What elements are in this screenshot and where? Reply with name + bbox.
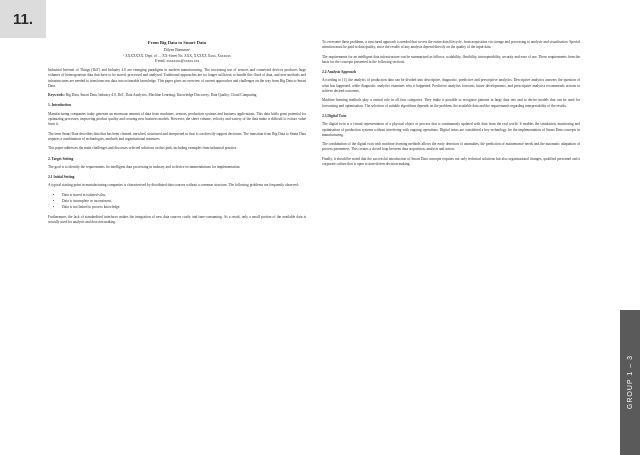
keywords bbox=[48, 93, 306, 98]
section-heading: 2.1 Initial Setting bbox=[48, 175, 75, 180]
list-item: • Data is stored in isolated silos, bbox=[62, 193, 306, 198]
paragraph: The requirements for an intelligent data infrastructure can be summarised as follows: scalability, flexibility, interoperability, security and ease of use. These requirements form the basis for the concepts presented in the following sections. bbox=[322, 54, 580, 64]
left-column bbox=[48, 40, 306, 229]
paragraph: The term Smart Data describes data that has been cleaned, enriched, structured and interpreted so that it can directly support decisions. The transition from Big Data to Smart Data requires a combination of technologies, methods and organisational measures. bbox=[48, 131, 306, 141]
paper-affiliation: ¹ XXXXXXX, Dept. of ..., XX-Street No. XXX, XXXXX Xxxx, Xxxxxxx bbox=[123, 53, 231, 58]
right-column bbox=[322, 40, 580, 171]
paragraph: The combination of the digital twin with machine learning methods allows the early detection of anomalies, the prediction of maintenance needs and the automatic adaptation of process parameters. This creates a closed loop between data acquisition, analysis and action. bbox=[322, 142, 580, 152]
paragraph: Finally, it should be noted that the successful introduction of Smart Data concepts requires not only technical solutions but also organisational changes, qualified personnel and a corporate culture that is open to data-driven decision making. bbox=[322, 156, 580, 167]
paragraph: The digital twin is a virtual representation of a physical object or process that is continuously updated with data from the real world. It enables the simulation, monitoring and optimisation of production systems without interfering with ongoing operations. Digital twins are considered a key technology for the implementation of Smart Data concepts in manufacturing. bbox=[322, 122, 580, 137]
paragraph: This paper addresses the main challenges and discusses selected solutions on this path, including examples from industrial practice. bbox=[48, 146, 238, 151]
paragraph: To overcome these problems, a structured approach is needed that covers the entire data lifecycle, from acquisition via storage and processing to analysis and visualisation. Special attention must be paid to data quality, since the results of any analysis depend directly on the quality of the input data. bbox=[322, 40, 580, 50]
paragraph: Manufacturing companies today generate an enormous amount of data from machines, sensors, production systems and business applications. This data holds great potential for optimizing processes, improving product quality and creating new business models. However, the sheer volume, velocity and variety of the data make it difficult to extract value from it. bbox=[48, 111, 306, 127]
list-item: • Data is not linked to process knowledge. bbox=[62, 205, 306, 210]
page-number: 11. bbox=[12, 10, 34, 28]
paragraph: Machine learning methods play a central role in all four categories. They make it possible to recognise patterns in large data sets and to derive models that can be used for forecasting and optimisation. The selection of suitable algorithms depends on the problem, the available data and the requirements regarding interpretability of the results. bbox=[322, 98, 580, 108]
keywords-text: Big Data, Smart Data, Industry 4.0, IIoT, Data Analytics, Machine Learning, Knowledge Discovery, Data Quality, Cloud Computing bbox=[65, 93, 257, 98]
paragraph: The goal is to identify the requirements for intelligent data processing in industry and to derive recommendations for implementation. bbox=[48, 164, 241, 169]
side-tab-label: GROUP 1 – 3 bbox=[626, 355, 634, 410]
paragraph: A typical starting point in manufacturing companies is characterised by distributed data sources without a common structure. The following problems are frequently observed: bbox=[48, 183, 299, 188]
side-tab bbox=[620, 310, 640, 455]
section-heading: 2.2 Analysis Approach bbox=[322, 70, 357, 75]
section-heading: 2. Target Setting bbox=[48, 156, 74, 161]
paper-email: E-mail: xxxxxxxx@xxxxx.xxx bbox=[154, 58, 200, 63]
abstract: Industrial Internet of Things (IIoT) and Industry 4.0 are emerging paradigms in modern manufacturing. The increasing use of sensors and connected devices produces large volumes of heterogeneous data that have to be stored, processed and analysed. Traditional approaches are no longer sufficient to handle this flood of data, and new methods and infrastructures are needed to transform raw data into actionable knowledge. This paper gives an overview of current approaches and challenges on the way from Big Data to Smart Data. bbox=[48, 68, 306, 88]
paper-title: From Big Data to Smart Data bbox=[147, 40, 207, 45]
section-heading: 2.3 Digital Twin bbox=[322, 113, 347, 118]
list-item: • Data is incomplete or inconsistent, bbox=[62, 199, 306, 204]
keywords-label: Keywords: bbox=[48, 93, 65, 98]
bullet-list bbox=[48, 193, 306, 211]
title-block bbox=[48, 40, 306, 64]
paragraph: Furthermore, the lack of standardised interfaces makes the integration of new data sources costly and time-consuming. As a result, only a small portion of the available data is actually used for analysis and decision making. bbox=[48, 214, 306, 224]
page-number-tab bbox=[0, 0, 46, 38]
paragraph: According to [1], the analysis of production data can be divided into descriptive, diagnostic, predictive and prescriptive analytics. Descriptive analytics answers the question of what has happened, while diagnostic analytics examines why it happened. Predictive analytics forecasts future developments, and prescriptive analytics recommends actions to achieve desired outcomes. bbox=[322, 78, 580, 94]
paper-authors: Dilyan Biemann¹ bbox=[163, 48, 191, 52]
section-heading: 1. Introduction bbox=[48, 103, 72, 108]
